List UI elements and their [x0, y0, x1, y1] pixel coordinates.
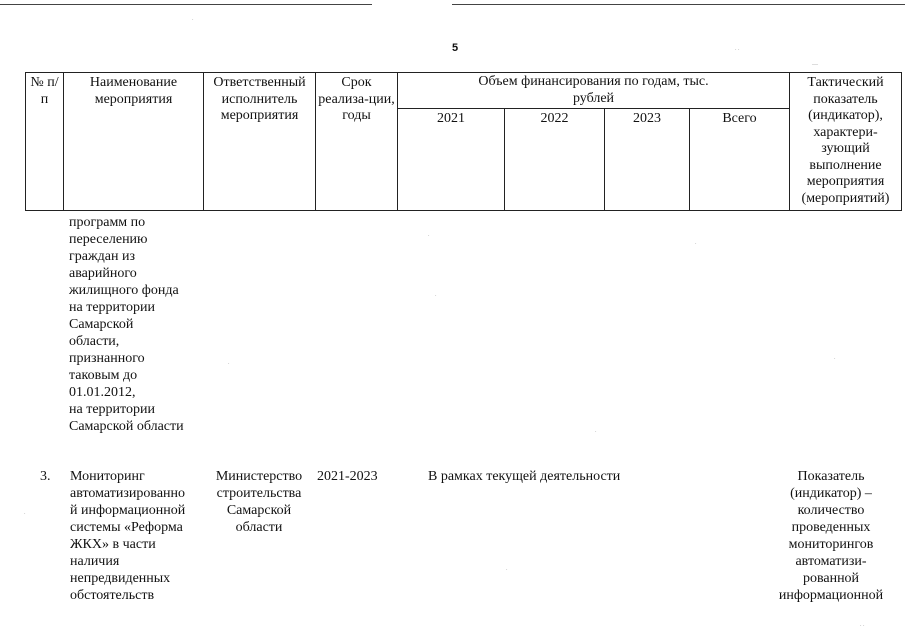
header-name: Наименование мероприятия — [64, 73, 204, 211]
scan-speck: — — [812, 62, 818, 68]
scan-speck: . — [595, 428, 597, 434]
scan-speck: . — [695, 240, 697, 246]
header-funding: Объем финансирования по годам, тыс. рублей — [398, 73, 790, 109]
row3-number: 3. — [40, 469, 51, 484]
row3-funding: В рамках текущей деятельности — [428, 469, 621, 484]
top-rule-right — [452, 4, 905, 5]
row3-indicator: Показатель (индикатор) – количество проведенных мониторингов автоматизи- рованной информационной — [778, 469, 884, 603]
scan-speck: . — [834, 355, 836, 361]
header-total: Всего — [690, 108, 790, 210]
scan-speck: . — [435, 292, 437, 298]
scan-speck: . — [24, 510, 26, 516]
row3-executor: Министерство строительства Самарской области — [215, 469, 303, 535]
header-year-2023: 2023 — [605, 108, 690, 210]
table-header — [25, 72, 902, 211]
row3-name: Мониторинг автоматизированно й информационной системы «Реформа ЖКХ» в части наличия непредвиденных обстоятельств — [70, 469, 186, 603]
header-year-2021: 2021 — [398, 108, 505, 210]
scan-speck: . . — [860, 622, 865, 628]
scan-speck: . — [428, 232, 430, 238]
header-indicator: Тактический показатель (индикатор), характери-зующий выполнение мероприятия (мероприятий) — [790, 73, 902, 211]
scan-speck: . — [228, 360, 230, 366]
top-rule-left — [0, 4, 372, 5]
scan-speck: . — [192, 16, 194, 22]
scan-speck: . . — [735, 46, 740, 52]
header-executor: Ответственный исполнитель мероприятия — [204, 73, 316, 211]
header-number: № п/п — [26, 73, 64, 211]
row3-term: 2021-2023 — [317, 469, 378, 484]
scan-speck: . — [506, 566, 508, 572]
header-term: Срок реализа-ции, годы — [316, 73, 398, 211]
continuation-name: программ по переселению граждан из аварийного жилищного фонда на территории Самарской области, признанного таковым до 01.01.2012, на территории Самарской области — [69, 215, 184, 434]
page-number: 5 — [452, 42, 459, 54]
header-year-2022: 2022 — [505, 108, 605, 210]
